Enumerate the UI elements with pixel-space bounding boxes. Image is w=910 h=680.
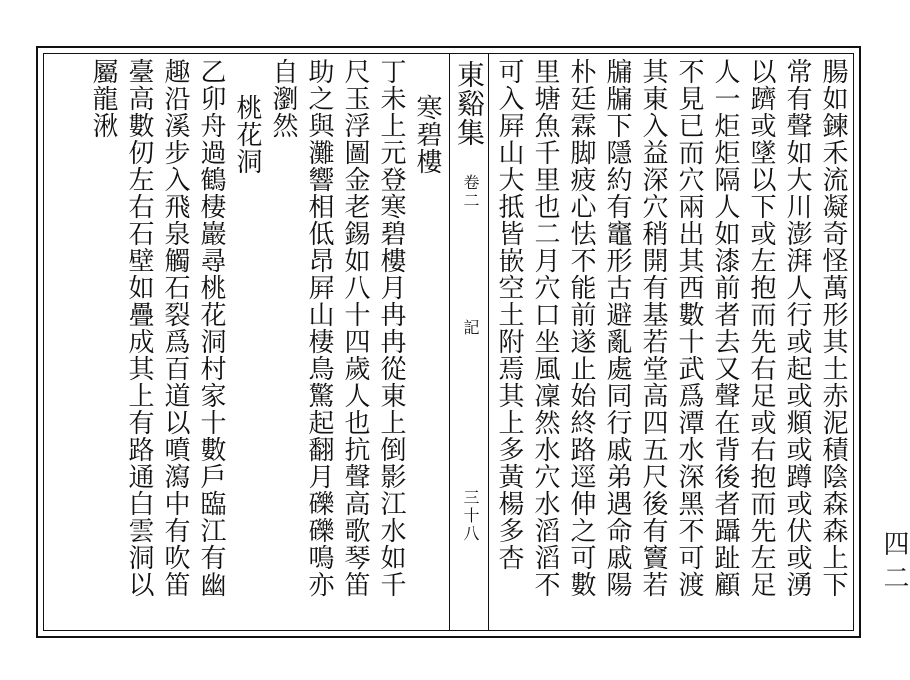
- page-inner-border: [43, 53, 854, 631]
- poem-line-4: 自瀏然: [268, 58, 298, 139]
- text-column-9: 里塘魚千里也二月穴口坐風凜然水穴水滔滔不: [530, 58, 560, 598]
- essay-heading: 桃花洞: [232, 94, 262, 175]
- text-column-5: 不見已而穴兩出其西數十武爲潭水深黑不可渡: [674, 58, 704, 598]
- text-column-10: 可入屛山大抵皆嵌空土附焉其上多黃楊多杏: [494, 58, 524, 571]
- text-column-1: 腸如鍊禾流凝奇怪萬形其土赤泥積陰森森上下: [818, 58, 848, 598]
- genre-label: 記: [461, 319, 480, 337]
- essay-line-2: 趣沿溪步入飛泉觸石裂爲百道以噴瀉中有吹笛: [160, 58, 190, 598]
- text-column-6: 其東入益深穴稍開有基若堂高四五尺後有竇若: [638, 58, 668, 598]
- center-divider-right: [488, 54, 489, 630]
- text-column-4: 人一炬炬隔人如漆前者去又聲在背後者躡趾顧: [710, 58, 740, 598]
- essay-line-4: 屬龍湫: [88, 58, 118, 139]
- text-column-2: 常有聲如大川澎湃人行或起或頫或蹲或伏或湧: [782, 58, 812, 598]
- center-fold-column: [452, 54, 486, 630]
- page-number: 四二: [879, 530, 909, 598]
- poem-line-3: 助之與灘響相低昂屛山棲鳥驚起翻月礫礫鳴亦: [304, 58, 334, 598]
- text-column-3: 以躋或墜以下或左抱而先右足或右抱而先左足: [746, 58, 776, 598]
- essay-line-3: 臺高數仞左右石壁如疊成其上有路通白雲洞以: [124, 58, 154, 598]
- poem-line-2: 尺玉浮圖金老錫如八十四歲人也抗聲高歌琴笛: [340, 58, 370, 598]
- book-title: 東谿集: [453, 60, 486, 147]
- center-divider-left: [449, 54, 450, 630]
- essay-line-1: 乙卯舟過鶴棲巖尋桃花洞村家十數戶臨江有幽: [196, 58, 226, 598]
- poem-line-1: 丁未上元登寒碧樓月冉冉從東上倒影江水如千: [376, 58, 406, 598]
- volume-label: 卷二: [461, 174, 480, 210]
- text-column-8: 朴廷霖脚疲心怯不能前遂止始終路逕伸之可數: [566, 58, 596, 598]
- leaf-number: 三十八: [461, 489, 480, 543]
- poem-heading: 寒碧樓: [412, 94, 442, 175]
- text-column-7: 牖牖下隱約有竈形古避亂處同行戚弟遇命戚陽: [602, 58, 632, 598]
- page-border-frame: [36, 46, 861, 638]
